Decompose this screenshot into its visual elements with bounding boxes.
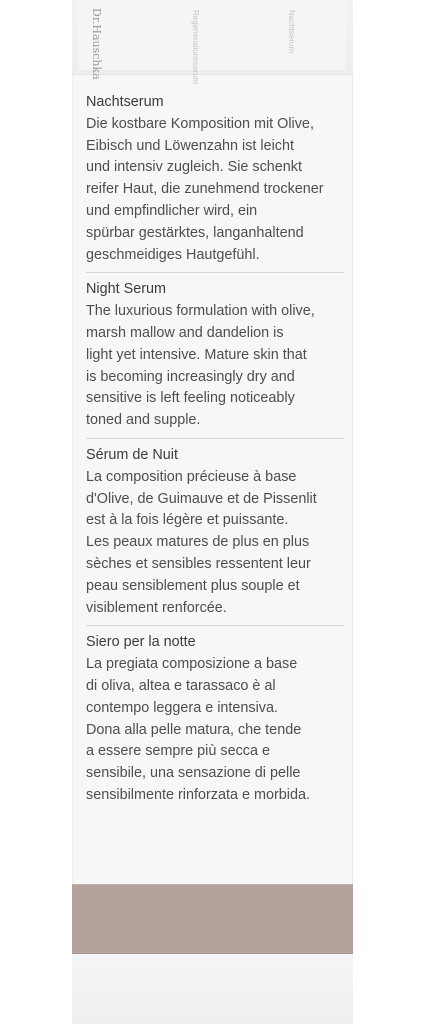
body-line: Dona alla pelle matura, che tende — [86, 721, 302, 738]
box-bottom-edge — [72, 954, 353, 1024]
section-german — [86, 92, 346, 266]
body-line: La pregiata composizione a base — [86, 656, 298, 673]
body-line: Eibisch und Löwenzahn ist leicht — [86, 137, 294, 154]
body-line: reifer Haut, die zunehmend trockener — [86, 181, 324, 198]
body-line: contempo leggera e intensiva. — [86, 699, 278, 716]
body-line: und empfindlicher wird, ein — [86, 202, 258, 219]
section-italian — [86, 632, 346, 806]
body-line: visiblement renforcée. — [86, 599, 227, 616]
section-heading: Sérum de Nuit — [86, 446, 178, 463]
body-line: spürbar gestärktes, langanhaltend — [86, 224, 304, 241]
body-line: a essere sempre più secca e — [86, 743, 270, 760]
description-text-block — [86, 92, 346, 807]
body-line: geschmeidiges Hautgefühl. — [86, 246, 260, 263]
section-divider — [86, 625, 344, 626]
section-heading: Siero per la notte — [86, 634, 196, 651]
flap-small-text-b: Nachtserum — [287, 10, 296, 54]
section-divider — [86, 272, 344, 273]
body-line: La composition précieuse à base — [86, 468, 297, 485]
body-line: di oliva, altea e tarassaco è al — [86, 677, 276, 694]
body-line: sensibilmente rinforzata e morbida. — [86, 786, 310, 803]
body-line: peau sensiblement plus souple et — [86, 577, 300, 594]
body-line: toned and supple. — [86, 412, 201, 429]
section-french — [86, 445, 346, 619]
body-line: d'Olive, de Guimauve et de Pissenlit — [86, 490, 317, 507]
color-band — [72, 884, 353, 954]
body-line: und intensiv zugleich. Sie schenkt — [86, 159, 302, 176]
body-line: The luxurious formulation with olive, — [86, 303, 315, 320]
body-line: is becoming increasingly dry and — [86, 368, 295, 385]
body-line: light yet intensive. Mature skin that — [86, 346, 307, 363]
section-heading: Nachtserum — [86, 94, 164, 110]
section-divider — [86, 438, 344, 439]
body-line: sensibile, una sensazione di pelle — [86, 765, 301, 782]
flap-small-text-a: Regenerationsserum — [191, 10, 200, 85]
body-line: est à la fois légère et puissante. — [86, 512, 289, 529]
body-line: sèches et sensibles ressentent leur — [86, 555, 311, 572]
section-english — [86, 279, 346, 432]
box-top-flap-inner — [78, 0, 346, 70]
brand-name: Dr.Hauschka — [90, 8, 103, 80]
body-line: sensitive is left feeling noticeably — [86, 390, 295, 407]
body-line: Die kostbare Komposition mit Olive, — [86, 115, 314, 132]
body-line: Les peaux matures de plus en plus — [86, 534, 310, 551]
body-line: marsh mallow and dandelion is — [86, 324, 284, 341]
section-heading: Night Serum — [86, 281, 166, 298]
